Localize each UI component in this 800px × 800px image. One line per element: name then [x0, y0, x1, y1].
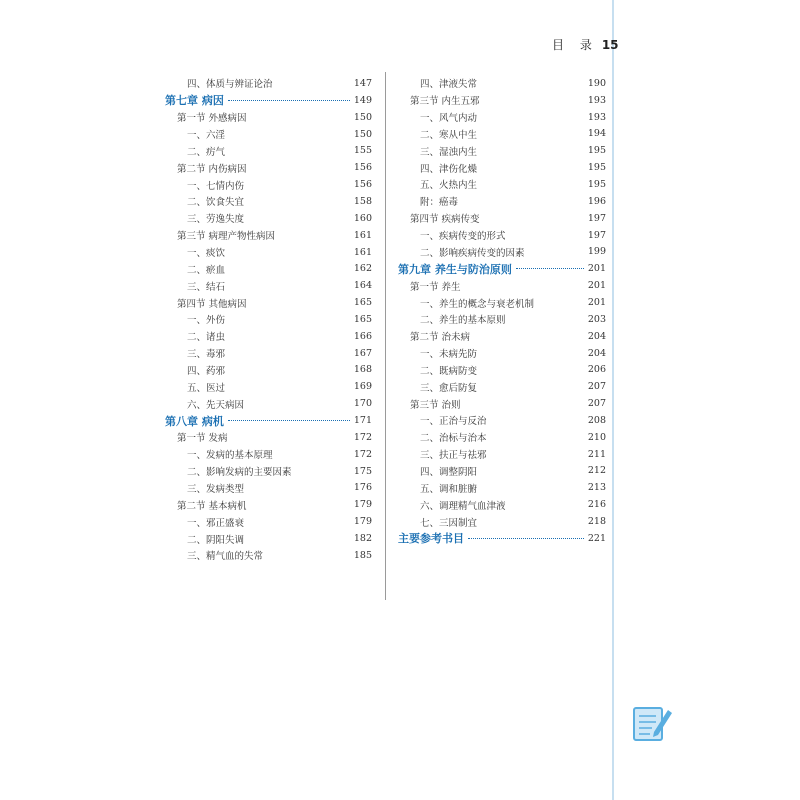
toc-item-row[interactable]: [398, 479, 606, 496]
toc-chapter-row[interactable]: [398, 530, 606, 547]
toc-entry-page: 216: [587, 499, 606, 511]
toc-entry-page: 185: [353, 549, 372, 561]
toc-entry-page: 172: [353, 431, 372, 443]
toc-entry-page: 161: [353, 229, 372, 241]
toc-section-row[interactable]: [398, 277, 606, 294]
header-title: 目 录: [552, 38, 598, 52]
toc-entry-page: 208: [587, 414, 606, 426]
toc-entry-title: 第七章 病因: [165, 94, 224, 108]
toc-entry-title: 三、劳逸失度: [187, 214, 245, 226]
toc-section-row[interactable]: [165, 496, 372, 513]
toc-entry-page: 201: [587, 297, 606, 309]
toc-section-row[interactable]: [398, 210, 606, 227]
toc-entry-page: 195: [587, 178, 606, 190]
toc-entry-page: 149: [353, 94, 372, 106]
toc-entry-title: 一、六淫: [187, 130, 226, 142]
column-divider: [385, 72, 386, 600]
toc-entry-title: 二、阴阳失调: [187, 534, 245, 546]
toc-entry-page: 197: [587, 229, 606, 241]
toc-entry-page: 195: [587, 145, 606, 157]
toc-entry-title: 五、调和脏腑: [420, 483, 478, 495]
toc-entry-title: 主要参考书目: [398, 532, 464, 546]
toc-entry-title: 三、扶正与祛邪: [420, 450, 487, 462]
toc-entry-page: 204: [587, 347, 606, 359]
toc-entry-page: 168: [353, 364, 372, 376]
toc-entry-page: 161: [353, 246, 372, 258]
toc-item-row[interactable]: [398, 176, 606, 193]
toc-item-row[interactable]: [398, 75, 606, 92]
toc-item-row[interactable]: [165, 513, 372, 530]
toc-entry-title: 第三节 病理产物性病因: [177, 231, 276, 243]
toc-item-row[interactable]: [165, 547, 372, 564]
toc-entry-title: 一、外伤: [187, 315, 226, 327]
toc-entry-page: 221: [587, 532, 606, 544]
toc-entry-title: 三、愈后防复: [420, 382, 478, 394]
toc-section-row[interactable]: [165, 294, 372, 311]
toc-entry-page: 176: [353, 482, 372, 494]
toc-entry-title: 第二节 内伤病因: [177, 163, 247, 175]
toc-item-row[interactable]: [165, 378, 372, 395]
toc-entry-page: 162: [353, 263, 372, 275]
toc-entry-title: 第四节 其他病因: [177, 298, 247, 310]
toc-entry-page: 204: [587, 330, 606, 342]
dotted-leader: [228, 420, 350, 421]
toc-item-row[interactable]: [165, 395, 372, 412]
toc-entry-page: 155: [353, 145, 372, 157]
toc-right-column: [398, 75, 606, 547]
toc-item-row[interactable]: [398, 294, 606, 311]
toc-item-row[interactable]: [398, 378, 606, 395]
toc-item-row[interactable]: [165, 193, 372, 210]
toc-section-row[interactable]: [165, 109, 372, 126]
toc-section-row[interactable]: [398, 395, 606, 412]
toc-entry-title: 一、发病的基本原理: [187, 450, 273, 462]
toc-entry-title: 五、医过: [187, 382, 226, 394]
toc-item-row[interactable]: [398, 463, 606, 480]
toc-entry-page: 160: [353, 212, 372, 224]
toc-entry-title: 第一节 发病: [177, 433, 228, 445]
toc-entry-page: 167: [353, 347, 372, 359]
toc-entry-title: 四、调整阴阳: [420, 466, 478, 478]
toc-entry-title: 二、影响发病的主要因素: [187, 467, 292, 479]
toc-item-row[interactable]: [398, 429, 606, 446]
toc-entry-title: 一、风气内动: [420, 113, 478, 125]
toc-entry-page: 150: [353, 128, 372, 140]
toc-entry-title: 四、津液失常: [420, 79, 478, 91]
toc-item-row[interactable]: [398, 446, 606, 463]
toc-entry-title: 二、饮食失宜: [187, 197, 245, 209]
toc-item-row[interactable]: [165, 480, 372, 497]
toc-section-row[interactable]: [165, 429, 372, 446]
toc-entry-title: 第三节 内生五邪: [410, 96, 480, 108]
toc-entry-page: 193: [587, 111, 606, 123]
toc-entry-page: 190: [587, 77, 606, 89]
toc-entry-page: 147: [353, 77, 372, 89]
toc-left-column: [165, 75, 372, 564]
toc-entry-title: 二、瘀血: [187, 264, 226, 276]
toc-item-row[interactable]: [165, 463, 372, 480]
toc-item-row[interactable]: [398, 362, 606, 379]
toc-entry-page: 213: [587, 482, 606, 494]
toc-section-row[interactable]: [165, 227, 372, 244]
toc-entry-title: 四、体质与辨证论治: [187, 79, 273, 91]
toc-entry-page: 170: [353, 398, 372, 410]
toc-item-row[interactable]: [165, 362, 372, 379]
toc-item-row[interactable]: [165, 277, 372, 294]
toc-entry-page: 212: [587, 465, 606, 477]
page-header: [552, 36, 619, 53]
toc-entry-title: 一、邪正盛衰: [187, 517, 245, 529]
toc-entry-page: 156: [353, 162, 372, 174]
toc-item-row[interactable]: [398, 159, 606, 176]
toc-item-row[interactable]: [398, 513, 606, 530]
toc-item-row[interactable]: [398, 193, 606, 210]
toc-entry-page: 179: [353, 516, 372, 528]
toc-entry-page: 207: [587, 398, 606, 410]
toc-item-row[interactable]: [165, 260, 372, 277]
toc-section-row[interactable]: [165, 159, 372, 176]
toc-entry-title: 三、结石: [187, 281, 226, 293]
toc-entry-title: 第二节 基本病机: [177, 500, 247, 512]
toc-entry-title: 第一节 养生: [410, 281, 461, 293]
toc-entry-page: 197: [587, 212, 606, 224]
header-page-number: 15: [601, 38, 619, 52]
toc-entry-page: 193: [587, 94, 606, 106]
toc-entry-title: 六、调理精气血津液: [420, 500, 506, 512]
toc-section-row[interactable]: [398, 328, 606, 345]
toc-entry-page: 201: [587, 280, 606, 292]
toc-entry-title: 一、七情内伤: [187, 180, 245, 192]
toc-entry-title: 第九章 养生与防治原则: [398, 262, 512, 276]
toc-entry-title: 三、精气血的失常: [187, 551, 264, 563]
toc-entry-title: 二、养生的基本原则: [420, 315, 506, 327]
toc-entry-title: 五、火热内生: [420, 180, 478, 192]
toc-entry-title: 第二节 治未病: [410, 332, 471, 344]
page-edge: [612, 0, 614, 800]
toc-entry-title: 一、痰饮: [187, 248, 226, 260]
toc-chapter-row[interactable]: [165, 92, 372, 109]
toc-entry-page: 175: [353, 465, 372, 477]
toc-entry-title: 三、发病类型: [187, 483, 245, 495]
toc-item-row[interactable]: [398, 243, 606, 260]
toc-entry-page: 218: [587, 516, 606, 528]
toc-entry-title: 四、药邪: [187, 365, 226, 377]
toc-entry-page: 158: [353, 195, 372, 207]
toc-entry-page: 179: [353, 499, 372, 511]
toc-entry-page: 211: [587, 448, 606, 460]
toc-entry-page: 194: [587, 128, 606, 140]
toc-entry-page: 207: [587, 381, 606, 393]
notebook-pen-icon: [630, 700, 674, 744]
toc-item-row[interactable]: [165, 311, 372, 328]
toc-entry-page: 203: [587, 313, 606, 325]
toc-item-row[interactable]: [398, 142, 606, 159]
dotted-leader: [228, 100, 350, 101]
toc-entry-title: 第一节 外感病因: [177, 113, 247, 125]
toc-entry-page: 150: [353, 111, 372, 123]
toc-entry-title: 一、正治与反治: [420, 416, 487, 428]
toc-entry-page: 195: [587, 162, 606, 174]
toc-entry-page: 172: [353, 448, 372, 460]
toc-item-row[interactable]: [165, 345, 372, 362]
toc-item-row[interactable]: [165, 210, 372, 227]
toc-item-row[interactable]: [165, 126, 372, 143]
toc-entry-page: 156: [353, 179, 372, 191]
toc-item-row[interactable]: [398, 412, 606, 429]
toc-entry-title: 二、诸虫: [187, 332, 226, 344]
toc-entry-title: 附：癌毒: [420, 197, 459, 209]
toc-entry-page: 165: [353, 297, 372, 309]
toc-entry-title: 一、养生的概念与衰老机制: [420, 298, 535, 310]
toc-item-row[interactable]: [165, 530, 372, 547]
toc-item-row[interactable]: [165, 75, 372, 92]
toc-entry-title: 第四节 疾病传变: [410, 214, 480, 226]
toc-chapter-row[interactable]: [165, 412, 372, 429]
toc-entry-title: 六、先天病因: [187, 399, 245, 411]
toc-entry-title: 二、寒从中生: [420, 129, 478, 141]
toc-entry-page: 201: [587, 263, 606, 275]
toc-entry-title: 七、三因制宜: [420, 517, 478, 529]
toc-entry-title: 二、疠气: [187, 146, 226, 158]
dotted-leader: [468, 538, 584, 539]
toc-section-row[interactable]: [398, 92, 606, 109]
toc-entry-title: 三、毒邪: [187, 349, 226, 361]
toc-entry-page: 171: [353, 415, 372, 427]
toc-entry-title: 一、疾病传变的形式: [420, 231, 506, 243]
toc-entry-title: 二、治标与治本: [420, 433, 487, 445]
toc-entry-page: 196: [587, 195, 606, 207]
dotted-leader: [516, 268, 584, 269]
toc-item-row[interactable]: [165, 143, 372, 160]
toc-entry-page: 166: [353, 330, 372, 342]
toc-item-row[interactable]: [165, 328, 372, 345]
toc-item-row[interactable]: [398, 345, 606, 362]
toc-entry-page: 206: [587, 364, 606, 376]
toc-entry-title: 二、既病防变: [420, 365, 478, 377]
toc-entry-title: 一、未病先防: [420, 349, 478, 361]
toc-entry-page: 210: [587, 431, 606, 443]
toc-entry-page: 164: [353, 280, 372, 292]
toc-entry-page: 182: [353, 533, 372, 545]
toc-item-row[interactable]: [165, 244, 372, 261]
toc-entry-title: 四、津伤化燥: [420, 163, 478, 175]
toc-entry-page: 165: [353, 313, 372, 325]
toc-entry-page: 199: [587, 246, 606, 258]
toc-item-row[interactable]: [398, 227, 606, 244]
toc-item-row[interactable]: [398, 311, 606, 328]
toc-entry-title: 三、湿浊内生: [420, 146, 478, 158]
toc-entry-title: 第八章 病机: [165, 414, 224, 428]
toc-entry-page: 169: [353, 381, 372, 393]
toc-entry-title: 第三节 治则: [410, 399, 461, 411]
toc-entry-title: 二、影响疾病传变的因素: [420, 247, 525, 259]
toc-item-row[interactable]: [165, 176, 372, 193]
toc-chapter-row[interactable]: [398, 260, 606, 277]
toc-item-row[interactable]: [165, 446, 372, 463]
toc-item-row[interactable]: [398, 496, 606, 513]
toc-item-row[interactable]: [398, 126, 606, 143]
toc-item-row[interactable]: [398, 109, 606, 126]
